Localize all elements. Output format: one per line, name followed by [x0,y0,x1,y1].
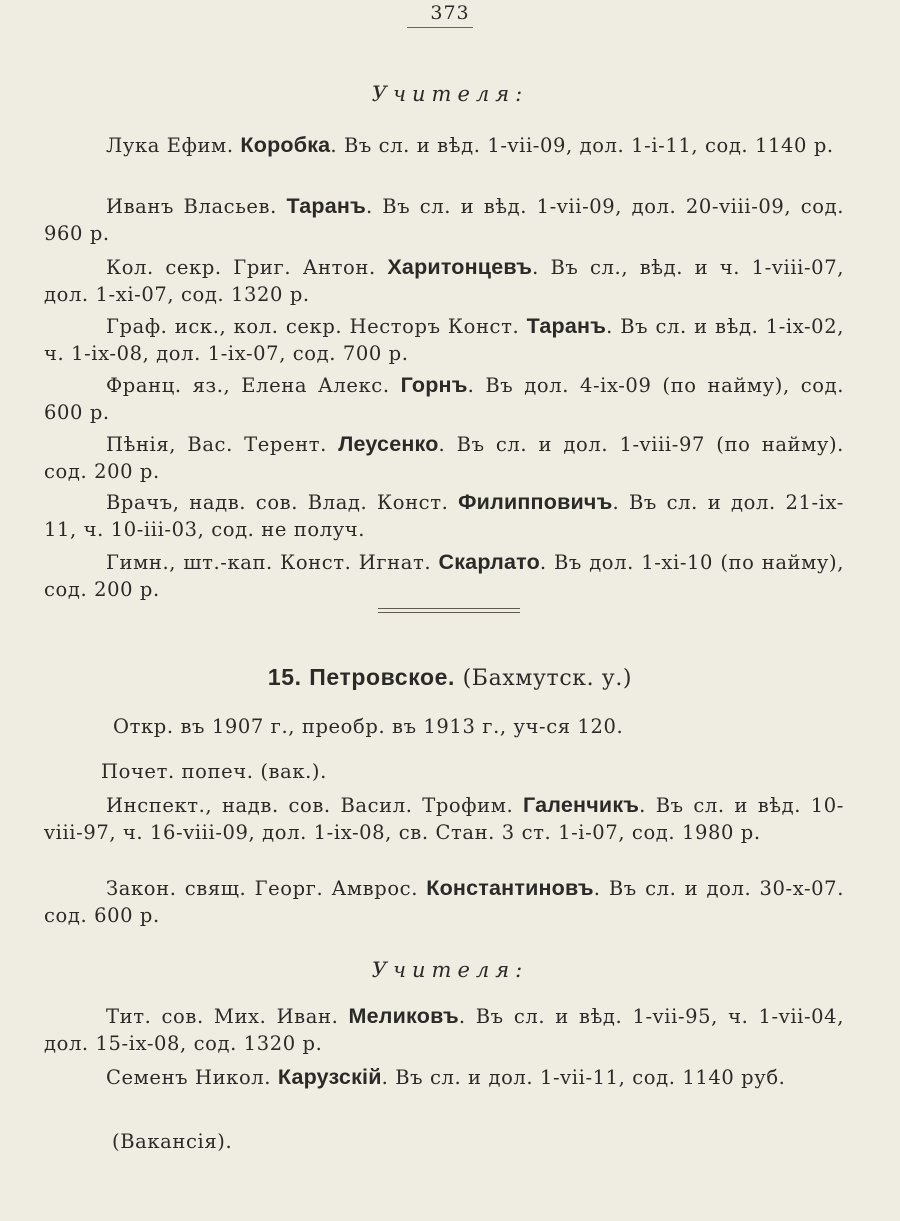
vacancy-note: (Вакансiя). [112,1130,233,1153]
teachers-heading: Учителя: [371,82,529,106]
staff-entry: Граф. иск., кол. секр. Несторъ Конст. Таранъ. Въ сл. и вѣд. 1-ix-02, ч. 1-ix-08, дол. 1-ix-07, сод. 700 р. [44,314,844,365]
staff-surname: Константиновъ [426,876,594,900]
staff-entry: Семенъ Никол. Карузскiй. Въ сл. и дол. 1-vii-11, сод. 1140 руб. [106,1065,786,1089]
staff-entry: Франц. яз., Елена Алекс. Горнъ. Въ дол. 4-ix-09 (по найму), сод. 600 р. [44,373,844,424]
section-trustee-info: Почет. попеч. (вак.). [101,760,327,783]
staff-entry: Лука Ефим. Коробка. Въ сл. и вѣд. 1-vii-09, дол. 1-i-11, сод. 1140 р. [106,133,834,157]
page-number-rule [407,27,473,28]
staff-surname: Галенчикъ [523,793,640,817]
staff-surname: Горнъ [400,373,468,397]
page-number: 373 [430,2,470,24]
staff-surname: Карузскiй [277,1065,382,1089]
staff-surname: Коробка [240,133,331,157]
staff-entry: Пѣнiя, Вас. Терент. Леусенко. Въ сл. и дол. 1-viii-97 (по найму). сод. 200 р. [44,432,844,483]
teachers-heading: Учителя: [371,958,529,982]
section-title: 15. Петровское. (Бахмутск. у.) [267,664,633,691]
staff-surname: Скарлато [438,550,540,574]
section-opened-info: Откр. въ 1907 г., преобр. въ 1913 г., уч-ся 120. [113,715,624,738]
staff-surname: Таранъ [286,194,366,218]
staff-entry: Врачъ, надв. сов. Влад. Конст. Филипповичъ. Въ сл. и дол. 21-ix-11, ч. 10-iii-03, сод. не получ. [44,490,844,541]
staff-entry: Закон. свящ. Георг. Амврос. Константиновъ. Въ сл. и дол. 30-x-07. сод. 600 р. [44,876,844,927]
staff-surname: Таранъ [526,314,607,338]
section-divider [378,608,520,613]
staff-surname: Харитонцевъ [387,255,533,279]
staff-entry: Гимн., шт.-кап. Конст. Игнат. Скарлато. Въ дол. 1-xi-10 (по найму), сод. 200 р. [44,550,845,601]
staff-entry: Тит. сов. Мих. Иван. Меликовъ. Въ сл. и вѣд. 1-vii-95, ч. 1-vii-04, дол. 15-ix-08, сод. 1320 р. [44,1004,844,1055]
staff-entry: Кол. секр. Григ. Антон. Харитонцевъ. Въ сл., вѣд. и ч. 1-viii-07, дол. 1-xi-07, сод. 1320 р. [44,255,844,306]
staff-entry: Иванъ Власьев. Таранъ. Въ сл. и вѣд. 1-vii-09, дол. 20-viii-09, сод. 960 р. [44,194,844,245]
staff-entry: Инспект., надв. сов. Васил. Трофим. Галенчикъ. Въ сл. и вѣд. 10-viii-97, ч. 16-viii-09, дол. 1-ix-08, св. Стан. 3 ст. 1-i-07, сод. 1980 р. [44,793,844,844]
staff-surname: Леусенко [338,432,439,456]
staff-surname: Меликовъ [348,1004,459,1028]
staff-surname: Филипповичъ [458,490,613,514]
